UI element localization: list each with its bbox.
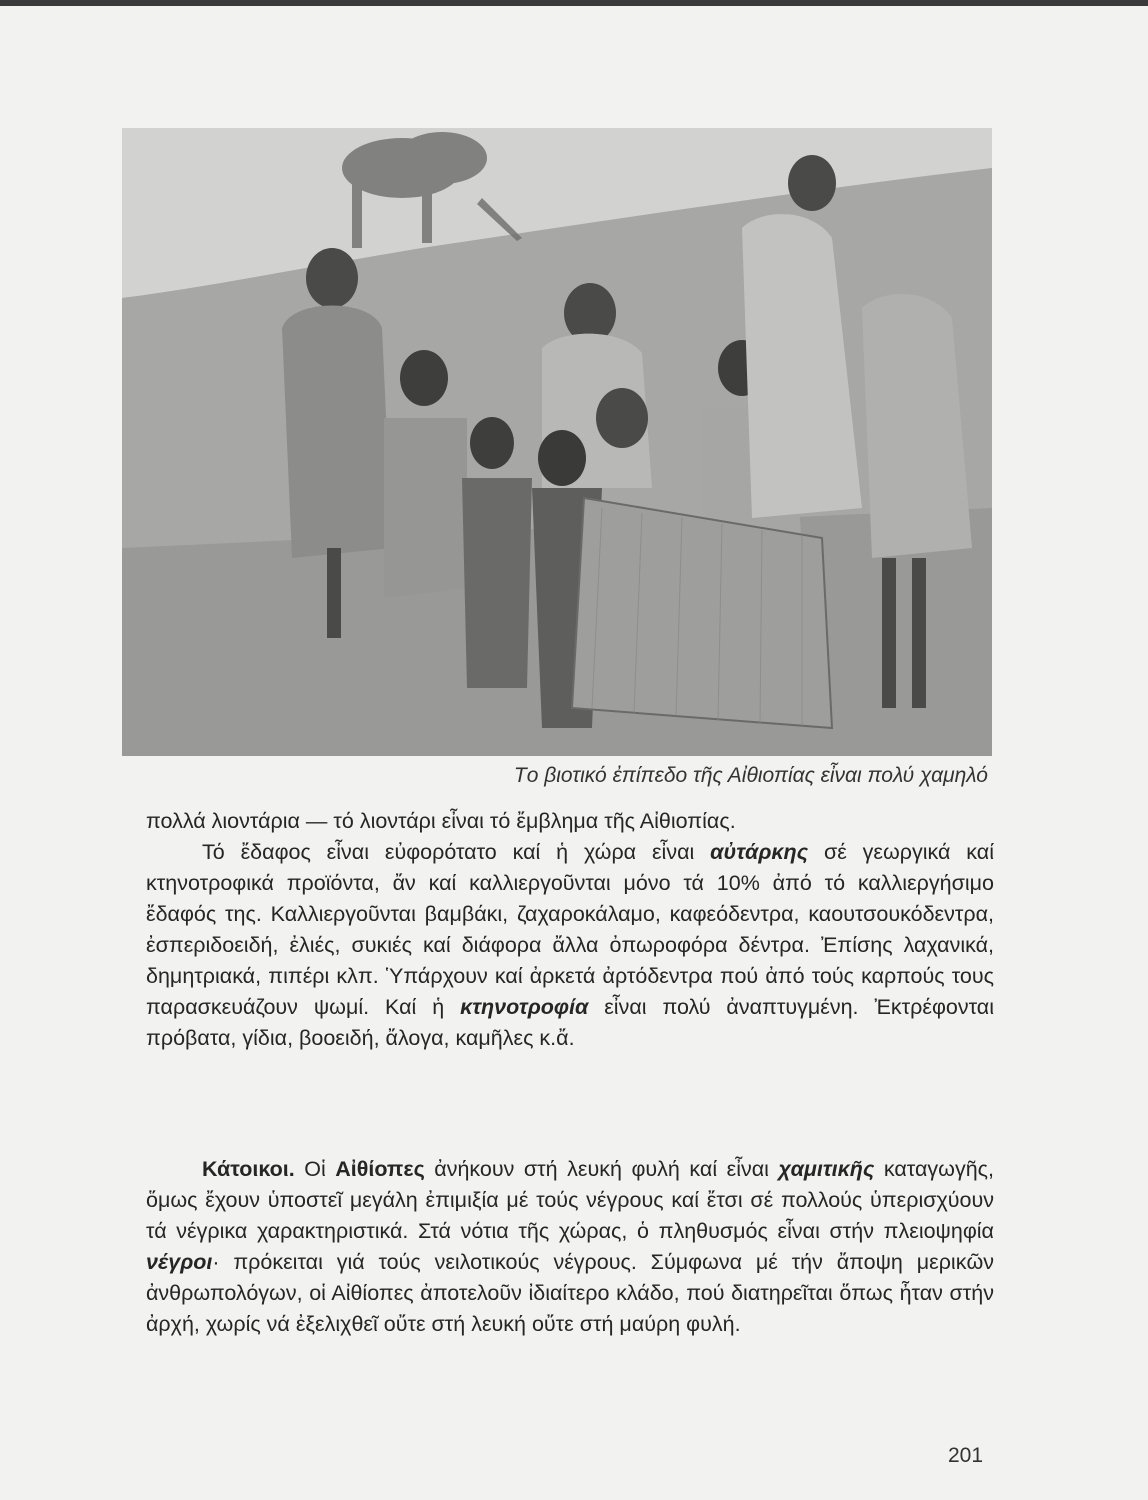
photo-caption: Τo βιοτικό ἐπίπεδο τῆς Αἰθιοπίας εἶναι πολύ χαμηλό (513, 764, 988, 787)
top-border (0, 0, 1148, 6)
paragraph-agriculture (146, 806, 994, 1054)
keyword-chamitikis: χαμιτικῆς (778, 1157, 875, 1181)
section-heading-katoikoi: Κάτοικοι. (202, 1157, 295, 1181)
page-number: 201 (948, 1444, 984, 1467)
keyword-aithiopes: Αἰθίοπες (335, 1157, 425, 1181)
keyword-ktinotrofia: κτηνοτροφία (460, 995, 589, 1019)
line-lions: πολλά λιοντάρια — τό λιοντάρι εἶναι τό ἔμβλημα τῆς Αἰθιοπίας. (146, 809, 736, 833)
agriculture-text: Τό ἔδαφος εἶναι εὐφορότατο καί ἡ χώρα εἶναι αὐτάρκης σέ γεωργικά καί κτηνοτροφικά προϊόντα, ἄν καί καλλιεργοῦνται μόνο τά 10% ἀπό τό καλλιεργήσιμο ἔδαφός της. Καλλιεργοῦνται βαμβάκι, ζαχαροκάλαμο, καφεόδεντρα, καουτσουκόδεντρα, ἐσπεριδοειδή, ἐλιές, συκιές καί διάφορα ἄλλα ὀπωροφόρα δέντρα. Ἐπίσης λαχανικά, δημητριακά, πιπέρι κλπ. Ὑπάρχουν καί ἀρκετά ἀρτόδεντρα πού ἀπό τούς καρπούς τους παρασκευάζουν ψωμί. Καί ἡ κτηνοτροφία εἶναι πολύ ἀναπτυγμένη. Ἐκτρέφονται πρόβατα, γίδια, βοοειδή, ἄλογα, καμῆλες κ.ἄ. (146, 840, 995, 1050)
paragraph-inhabitants: Κάτοικοι. Οἱ Αἰθίοπες ἀνήκουν στή λευκή φυλή καί εἶναι χαμιτικῆς καταγωγῆς, ὅμως ἔχουν ὑποστεῖ μεγάλη ἐπιμιξία μέ τούς νέγρους καί ἔτσι σέ πολλούς ὑπερισχύουν τά νέγρικα χαρακτηριστικά. Στά νότια τῆς χώρας, ὁ πληθυσμός εἶναι στήν πλειοψηφία νέγροι· πρόκειται γιά τούς νειλοτικούς νέγρους. Σύμφωνα μέ τήν ἄποψη μερικῶν ἀνθρωπολόγων, οἱ Αἰθίοπες ἀποτελοῦν ἰδιαίτερο κλάδο, πού διατηρεῖται ὅπως ἦταν στήν ἀρχή, χωρίς νά ἐξελιχθεῖ οὔτε στή λευκή οὔτε στή μαύρη φυλή. (146, 1157, 994, 1336)
keyword-autarkis: αὐτάρκης (710, 840, 809, 864)
ethiopian-children-photo (122, 128, 992, 756)
keyword-negroi: νέγροι (146, 1250, 213, 1274)
